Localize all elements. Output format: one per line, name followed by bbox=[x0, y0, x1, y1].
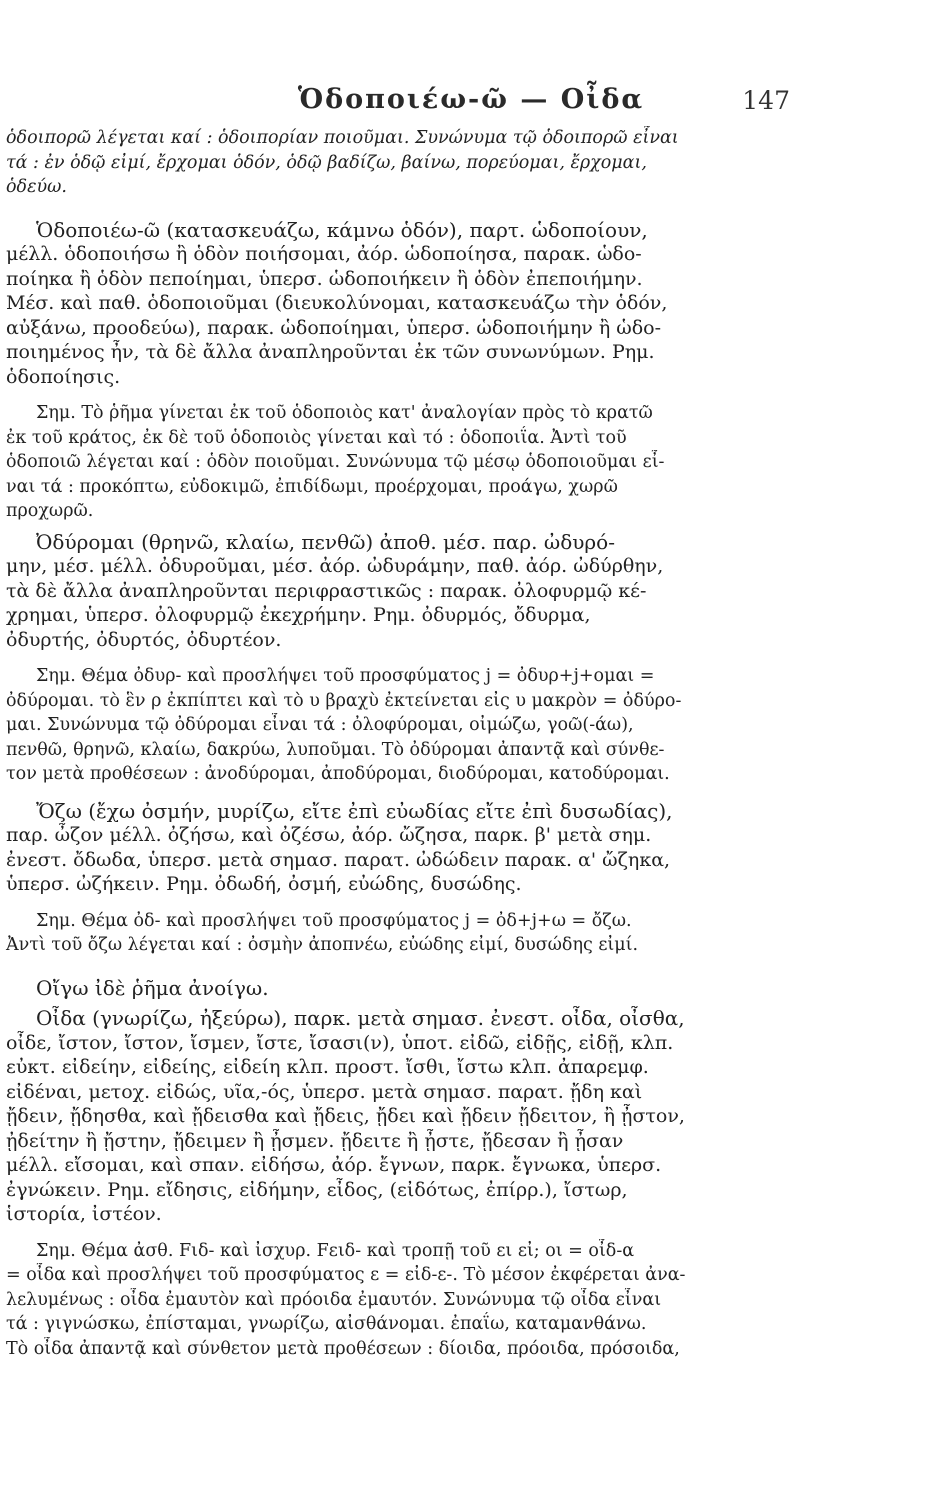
note-line: = οἶδα καὶ προσλήψει τοῦ προσφύματος ε = εἰδ-ε-. Τὸ μέσον ἐκφέρεται ἀνα- bbox=[6, 1265, 686, 1285]
text-line: μέλλ. εἴσομαι, καὶ σπαν. εἰδήσω, ἀόρ. ἔγνων, παρκ. ἔγνωκα, ὑπερσ. bbox=[6, 1154, 662, 1176]
text-line: ὑπερσ. ὠζήκειν. Ρημ. ὀδωδή, ὀσμή, εὐώδης, δυσώδης. bbox=[6, 873, 522, 895]
text-line: ποιημένος ἦν, τὰ δὲ ἄλλα ἀναπληροῦνται ἐκ τῶν συνωνύμων. Ρημ. bbox=[6, 341, 655, 363]
note-line: ὀδύρομαι. τὸ ἓν ρ ἐκπίπτει καὶ τὸ υ βραχὺ ἐκτείνεται εἰς υ μακρὸν = ὀδύρο- bbox=[6, 690, 682, 711]
running-head-title: Ὁδοποιέω-ῶ — Οἶδα bbox=[297, 84, 645, 115]
page-number: 147 bbox=[742, 86, 790, 115]
text-line: ἱστορία, ἰστέον. bbox=[6, 1203, 162, 1225]
note-line: λελυμένως : οἶδα ἐμαυτὸν καὶ πρόοιδα ἐμαυτόν. Συνώνυμα τῷ οἶδα εἶναι bbox=[6, 1289, 662, 1310]
text-line: οἶδε, ἴστον, ἴστον, ἴσμεν, ἴστε, ἴσασι(ν), ὑποτ. εἰδῶ, εἰδῇς, εἰδῇ, κλπ. bbox=[6, 1031, 674, 1054]
text-line: ἐνεστ. ὄδωδα, ὑπερσ. μετὰ σημασ. παρατ. ὠδώδειν παρακ. α' ὤζηκα, bbox=[6, 848, 671, 871]
note-line: Σημ. Θέμα ὀδ- καὶ προσλήψει τοῦ προσφύματος j = ὀδ+j+ω = ὄζω. bbox=[36, 910, 632, 931]
text-line: ᾔδειν, ᾔδησθα, καὶ ᾔδεισθα καὶ ᾔδεις, ᾔδει καὶ ᾔδειν ᾔδειτον, ἢ ᾖστον, bbox=[6, 1105, 685, 1127]
text-line: ᾐδείτην ἢ ᾔστην, ᾔδειμεν ἢ ᾖσμεν. ᾔδειτε ἢ ᾖστε, ᾔδεσαν ἢ ᾖσαν bbox=[6, 1129, 624, 1152]
note-line: Σημ. Θέμα ὀδυρ- καὶ προσλήψει τοῦ προσφύματος j = ὀδυρ+j+ομαι = bbox=[36, 666, 655, 686]
note-line: τά : γιγνώσκω, ἐπίσταμαι, γνωρίζω, αἰσθάνομαι. ἐπαΐω, καταμανθάνω. bbox=[6, 1314, 647, 1334]
text-line: χρημαι, ὑπερσ. ὀλοφυρμῷ ἐκεχρήμην. Ρημ. ὀδυρμός, ὄδυρμα, bbox=[6, 604, 591, 626]
entry-headword-line: Οἴγω ἰδὲ ῥῆμα ἀνοίγω. bbox=[36, 975, 269, 1000]
text-line: Μέσ. καὶ παθ. ὁδοποιοῦμαι (διευκολύνομαι, κατασκευάζω τὴν ὁδόν, bbox=[6, 292, 668, 314]
note-line: ὁδοποιῶ λέγεται καί : ὁδὸν ποιοῦμαι. Συνώνυμα τῷ μέσῳ ὁδοποιοῦμαι εἶ- bbox=[6, 452, 665, 472]
entry-headword-line: Ὁδοποιέω-ῶ (κατασκευάζω, κάμνω ὁδόν), παρτ. ὡδοποίουν, bbox=[36, 217, 648, 242]
entry-headword-line: Οἶδα (γνωρίζω, ἠξεύρω), παρκ. μετὰ σημασ. ἐνεστ. οἶδα, οἶσθα, bbox=[36, 1006, 685, 1030]
note-line: πενθῶ, θρηνῶ, κλαίω, δακρύω, λυποῦμαι. Τὸ ὀδύρομαι ἀπαντᾷ καὶ σύνθε- bbox=[6, 739, 665, 760]
note-line: Ἀντὶ τοῦ ὄζω λέγεται καί : ὀσμὴν ἀποπνέω, εὐώδης εἰμί, δυσώδης εἰμί. bbox=[6, 935, 639, 955]
note-line: Τὸ οἶδα ἀπαντᾷ καὶ σύνθετον μετὰ προθέσεων : δίοιδα, πρόοιδα, πρόσοιδα, bbox=[6, 1338, 680, 1359]
text-line: ὁδεύω. bbox=[6, 177, 67, 197]
text-line: ὁδοποίησις. bbox=[6, 365, 121, 388]
text-line: εἰδέναι, μετοχ. εἰδώς, υῖα,-ός, ὑπερσ. μετὰ σημασ. παρατ. ᾔδη καὶ bbox=[6, 1080, 643, 1103]
text-line: μέλλ. ὁδοποιήσω ἢ ὁδὸν ποιήσομαι, ἀόρ. ὡδοποίησα, παρακ. ὡδο- bbox=[6, 243, 642, 265]
text-line: παρ. ὦζον μέλλ. ὀζήσω, καὶ ὀζέσω, ἀόρ. ὤζησα, παρκ. β' μετὰ σημ. bbox=[6, 824, 652, 846]
text-line: ὀδυρτής, ὀδυρτός, ὀδυρτέον. bbox=[6, 628, 282, 651]
entry-headword-line: Ὀδύρομαι (θρηνῶ, κλαίω, πενθῶ) ἀποθ. μέσ. παρ. ὠδυρό- bbox=[36, 529, 615, 554]
note-line: Σημ. Τὸ ῥῆμα γίνεται ἐκ τοῦ ὁδοποιὸς κατ' ἀναλογίαν πρὸς τὸ κρατῶ bbox=[36, 403, 653, 423]
text-line: ὁδοιπορῶ λέγεται καί : ὁδοιπορίαν ποιοῦμαι. Συνώνυμα τῷ ὁδοιπορῶ εἶναι bbox=[6, 128, 679, 148]
text-line: τὰ δὲ ἄλλα ἀναπληροῦνται περιφραστικῶς : παρακ. ὀλοφυρμῷ κέ- bbox=[6, 579, 647, 602]
text-line: τά : ἐν ὁδῷ εἰμί, ἔρχομαι ὁδόν, ὁδῷ βαδίζω, βαίνω, πορεύομαι, ἔρχομαι, bbox=[6, 152, 647, 173]
entry-headword-line: Ὄζω (ἔχω ὀσμήν, μυρίζω, εἴτε ἐπὶ εὐωδίας εἴτε ἐπὶ δυσωδίας), bbox=[36, 798, 673, 823]
text-line: ποίηκα ἢ ὁδὸν πεποίημαι, ὑπερσ. ὡδοποιήκειν ἢ ὁδὸν ἐπεποιήμην. bbox=[6, 267, 643, 290]
note-line: ναι τά : προκόπτω, εὐδοκιμῶ, ἐπιδίδωμι, προέρχομαι, προάγω, χωρῶ bbox=[6, 476, 618, 497]
note-line: προχωρῶ. bbox=[6, 501, 94, 521]
note-line: τον μετὰ προθέσεων : ἀνοδύρομαι, ἀποδύρομαι, διοδύρομαι, κατοδύρομαι. bbox=[6, 764, 670, 784]
note-line: μαι. Συνώνυμα τῷ ὀδύρομαι εἶναι τά : ὀλοφύρομαι, οἰμώζω, γοῶ(-άω), bbox=[6, 715, 634, 735]
text-line: αὐξάνω, προοδεύω), παρακ. ὡδοποίημαι, ὑπερσ. ὡδοποιήμην ἢ ὡδο- bbox=[6, 316, 662, 339]
page-body bbox=[0, 126, 815, 1361]
text-line: ἐγνώκειν. Ρημ. εἴδησις, εἰδήμην, εἶδος, (εἰδότως, ἐπίρρ.), ἴστωρ, bbox=[6, 1178, 628, 1201]
text-line: μην, μέσ. μέλλ. ὀδυροῦμαι, μέσ. ἀόρ. ὠδυράμην, παθ. ἀόρ. ὠδύρθην, bbox=[6, 555, 664, 577]
text-line: εὐκτ. εἰδείην, εἰδείης, εἰδείη κλπ. προστ. ἴσθι, ἴστω κλπ. ἀπαρεμφ. bbox=[6, 1056, 649, 1078]
note-line: ἐκ τοῦ κράτος, ἐκ δὲ τοῦ ὁδοποιὸς γίνεται καὶ τό : ὁδοποιΐα. Ἀντὶ τοῦ bbox=[6, 427, 627, 448]
note-line: Σημ. Θέμα ἀσθ. Fιδ- καὶ ἰσχυρ. Fειδ- καὶ τροπῇ τοῦ ει εἰ; οι = οἶδ-α bbox=[36, 1240, 635, 1261]
